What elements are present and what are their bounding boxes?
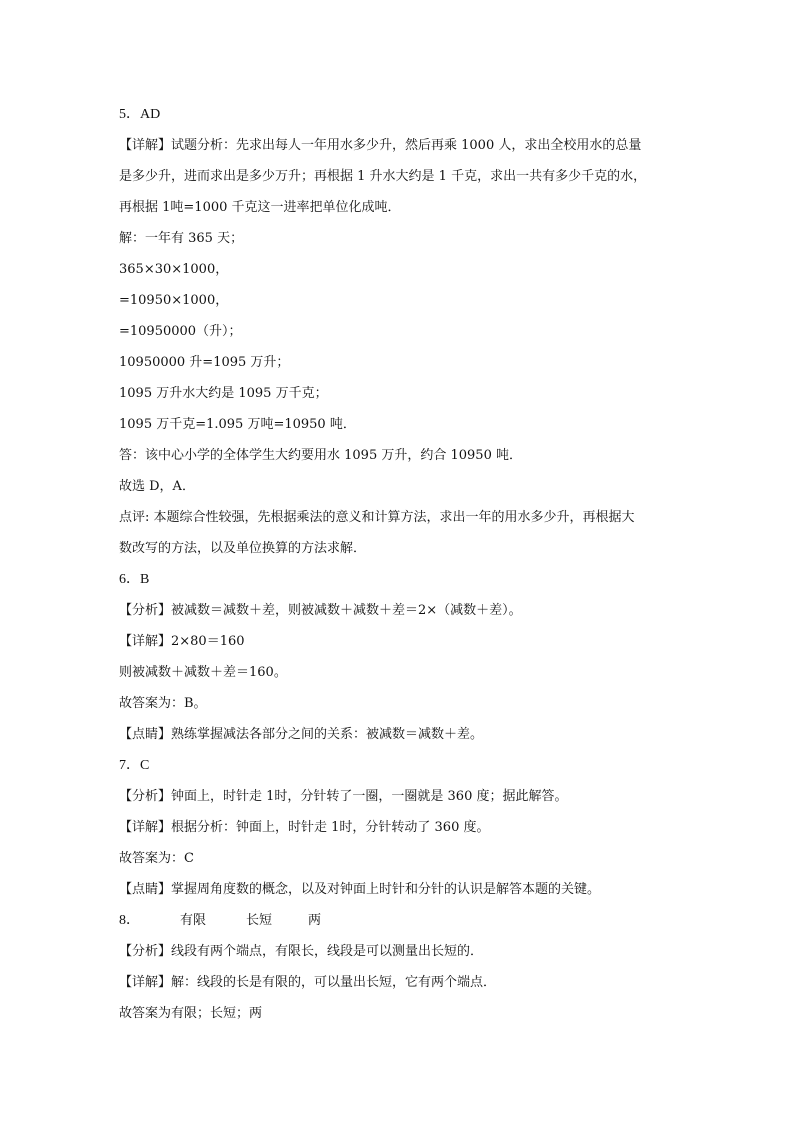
answer-content <box>119 99 689 1029</box>
q5-solution-line-5: 10950000 升=1095 万升； <box>119 355 290 370</box>
question-7-answer: 7．C <box>119 758 150 773</box>
q8-answer-line: 故答案为有限；长短；两 <box>119 1006 263 1021</box>
q5-solution-line-6: 1095 万升水大约是 1095 万千克； <box>119 386 328 401</box>
q6-analysis: 【分析】被减数＝减数＋差，则被减数＋减数＋差＝2×（减数＋差）。 <box>119 603 522 618</box>
q6-comment: 【点睛】熟练掌握减法各部分之间的关系：被减数＝减数＋差。 <box>119 727 484 742</box>
q5-comment-line-1: 点评: 本题综合性较强，先根据乘法的意义和计算方法，求出一年的用水多少升，再根据大 <box>119 510 635 525</box>
q7-comment: 【点睛】掌握周角度数的概念，以及对钟面上时针和分针的认识是解答本题的关键。 <box>119 882 601 897</box>
q5-solution-line-7: 1095 万千克=1.095 万吨=10950 吨． <box>119 417 356 432</box>
q8-number: 8． <box>119 913 140 928</box>
question-8-answer <box>119 905 689 936</box>
q6-answer-line: 故答案为：B。 <box>119 696 207 711</box>
q5-solution-line-4: =10950000（升）； <box>119 324 242 339</box>
q5-solution-line-3: =10950×1000， <box>119 293 229 308</box>
q8-blank-1: 有限 <box>180 913 207 928</box>
q5-detail-line-3: 再根据 1吨=1000 千克这一进率把单位化成吨． <box>119 200 401 215</box>
q5-comment-line-2: 数改写的方法，以及单位换算的方法求解． <box>119 541 367 556</box>
q5-solution-line-2: 365×30×1000， <box>119 262 229 277</box>
q7-detail: 【详解】根据分析：钟面上，时针走 1时，分针转动了 360 度。 <box>119 820 490 835</box>
q7-answer-line: 故答案为：C <box>119 851 194 866</box>
question-6-answer: 6．B <box>119 572 150 587</box>
q8-blank-3: 两 <box>308 913 322 928</box>
q7-analysis: 【分析】钟面上，时针走 1时，分针转了一圈，一圈就是 360 度；据此解答。 <box>119 789 568 804</box>
q5-detail-line-2: 是多少升，进而求出是多少万升；再根据 1 升水大约是 1 千克，求出一共有多少千克的水， <box>119 169 647 184</box>
q6-detail-line-1: 【详解】2×80＝160 <box>119 634 245 649</box>
q8-detail: 【详解】解：线段的长是有限的，可以量出长短，它有两个端点． <box>119 975 497 990</box>
q5-solution-line-1: 解：一年有 365 天； <box>119 231 244 246</box>
q5-choice-line: 故选 D，A． <box>119 479 195 494</box>
q5-detail-line-1: 【详解】试题分析：先求出每人一年用水多少升，然后再乘 1000 人，求出全校用水的总量 <box>119 138 642 153</box>
q8-analysis: 【分析】线段有两个端点，有限长，线段是可以测量出长短的． <box>119 944 484 959</box>
question-5-answer: 5．AD <box>119 107 161 122</box>
q6-detail-line-2: 则被减数＋减数＋差＝160。 <box>119 665 287 680</box>
q5-answer-line: 答：该中心小学的全体学生大约要用水 1095 万升，约合 10950 吨． <box>119 448 522 463</box>
q8-blank-2: 长短 <box>246 913 273 928</box>
